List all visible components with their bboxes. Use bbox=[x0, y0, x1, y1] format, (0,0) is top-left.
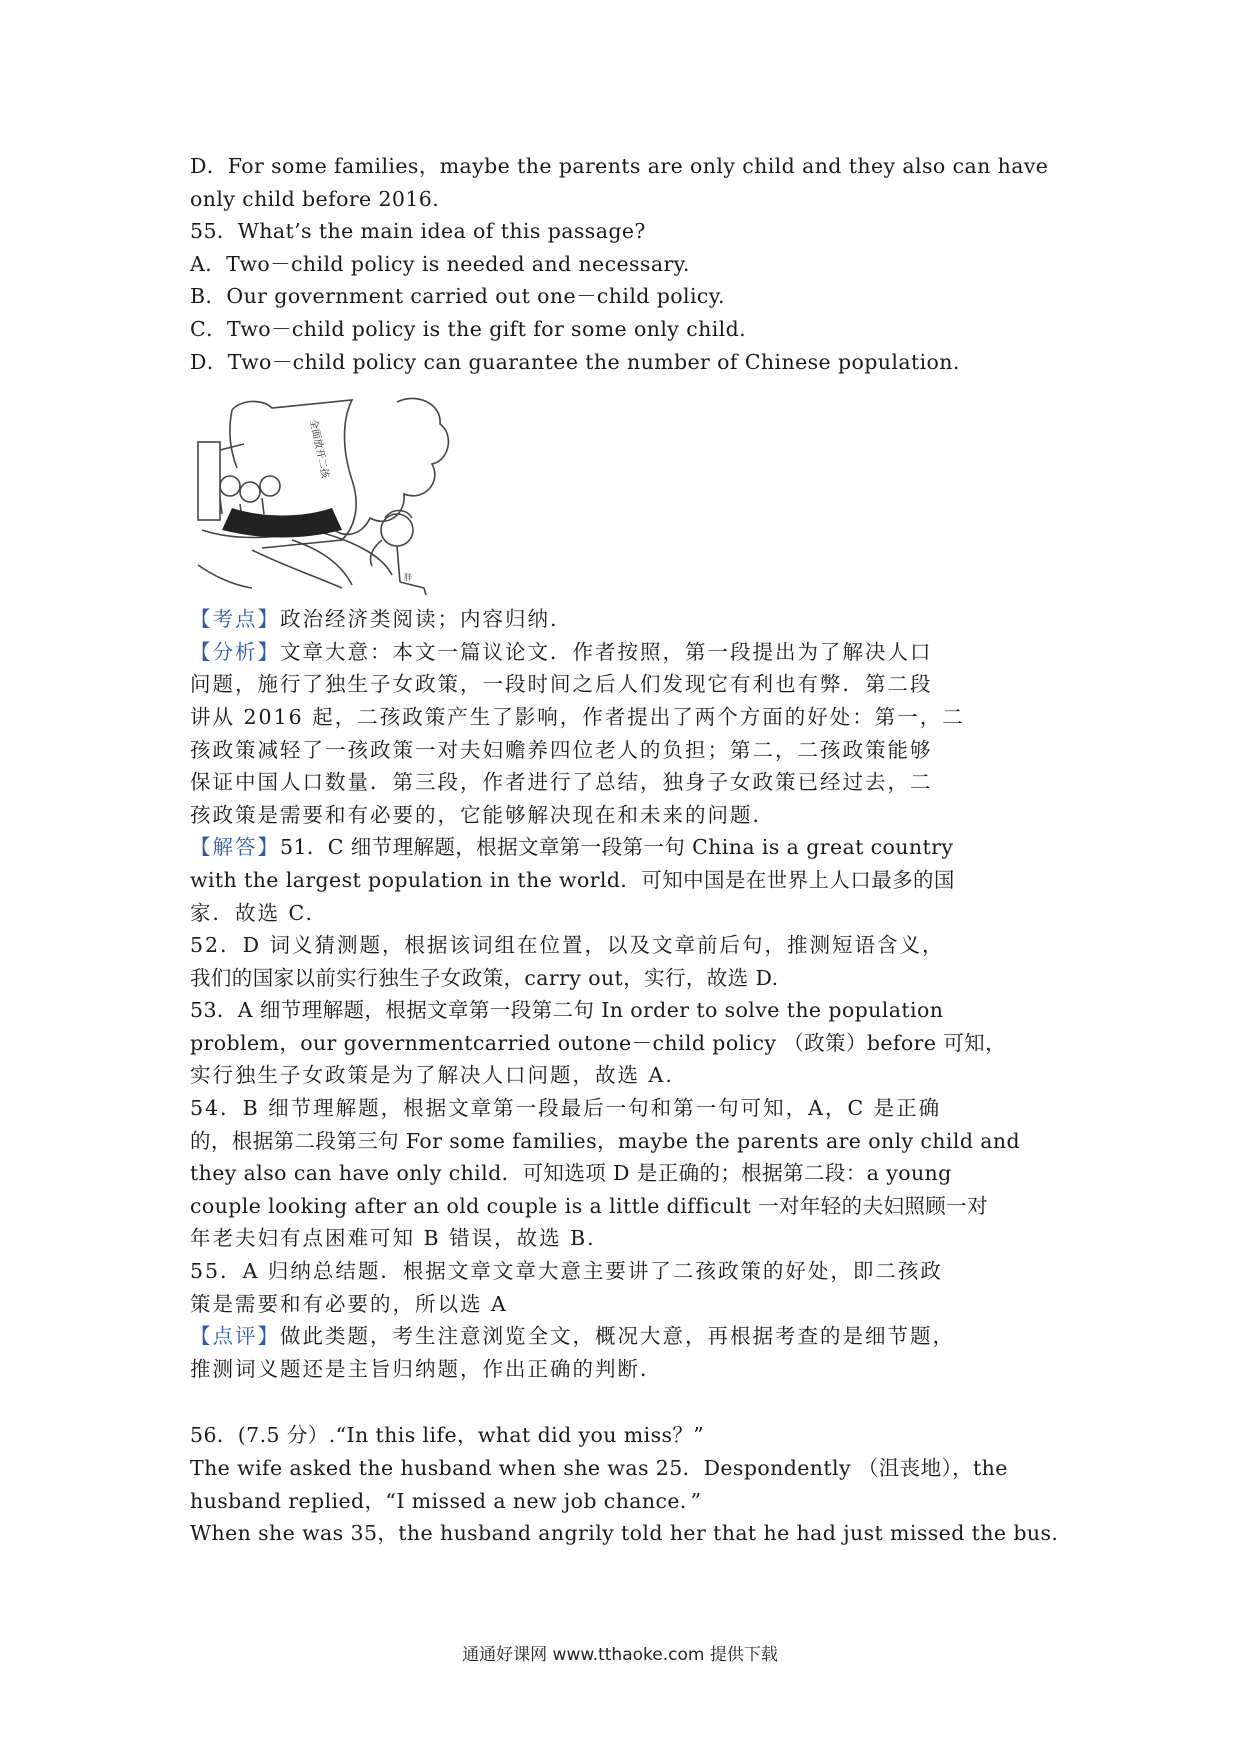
dianping-text: 做此类题，考生注意浏览全文，概况大意，再根据考查的是细节题， bbox=[280, 1324, 955, 1349]
text-line: 实行独生子女政策是为了解决人口问题，故选 A. bbox=[190, 1063, 674, 1088]
page-content bbox=[190, 150, 1070, 1550]
text-line: D．For some families，maybe the parents are only child and they also can have bbox=[190, 154, 1049, 178]
text-line: 55．A 归纳总结题．根据文章文章大意主要讲了二孩政策的好处，即二孩政 bbox=[190, 1259, 943, 1284]
text-line bbox=[190, 603, 1070, 636]
text-line: husband replied，“I missed a new job chance．” bbox=[190, 1488, 702, 1513]
page-footer: 通通好课网 www.tthaoke.com 提供下载 bbox=[462, 1645, 778, 1665]
text-line: 52．D 词义猜测题，根据该词组在位置，以及文章前后句，推测短语含义， bbox=[190, 933, 945, 958]
scroll-text: 全面放开二孩 bbox=[307, 418, 331, 480]
text-line: they also can have only child．可知选项 D 是正确的；根据第二段：a young bbox=[190, 1161, 952, 1186]
text-line: 年老夫妇有点困难可知 B 错误，故选 B. bbox=[190, 1226, 596, 1251]
question-stem: 55．What’s the main idea of this passage? bbox=[190, 219, 646, 244]
jieda-text: 51．C 细节理解题，根据文章第一段第一句 China is a great country bbox=[280, 835, 954, 860]
two-child-policy-cartoon bbox=[192, 390, 452, 595]
text-line: The wife asked the husband when she was 25．Despondently （沮丧地），the bbox=[190, 1456, 1008, 1480]
text-line: 我们的国家以前实行独生子女政策，carry out，实行，故选 D. bbox=[190, 965, 779, 990]
text-line: 孩政策减轻了一孩政策一对夫妇赡养四位老人的负担；第二，二孩政策能够 bbox=[190, 737, 933, 762]
jieda-section bbox=[190, 831, 1070, 1320]
text-line: When she was 35，the husband angrily told her that he had just missed the bus. bbox=[190, 1521, 1059, 1546]
text-line: 56．(7.5 分）.“In this life，what did you miss？” bbox=[190, 1423, 705, 1448]
text-line: 54．B 细节理解题，根据文章第一段最后一句和第一句可知，A，C 是正确 bbox=[190, 1096, 942, 1121]
text-line: 策是需要和有必要的，所以选 A bbox=[190, 1291, 508, 1316]
option-d: D．Two－child policy can guarantee the number of Chinese population. bbox=[190, 349, 960, 374]
question-56 bbox=[190, 1419, 1070, 1549]
jieda-tag: 【解答】 bbox=[190, 835, 280, 860]
text-line: 保证中国人口数量．第三段，作者进行了总结，独身子女政策已经过去，二 bbox=[190, 770, 933, 795]
question-54-option-d bbox=[190, 150, 1070, 215]
fenxi-tag: 【分析】 bbox=[190, 639, 280, 664]
text-line: 推测词义题还是主旨归纳题，作出正确的判断． bbox=[190, 1356, 663, 1381]
text-line: problem，our governmentcarried outone－child policy （政策）before 可知， bbox=[190, 1030, 1006, 1055]
text-line: couple looking after an old couple is a little difficult 一对年轻的夫妇照顾一对 bbox=[190, 1193, 988, 1218]
spacer bbox=[190, 1385, 1070, 1419]
fenxi-text: 文章大意：本文一篇议论文．作者按照，第一段提出为了解决人口 bbox=[280, 639, 933, 664]
text-line: 的，根据第二段第三句 For some families，maybe the parents are only child and bbox=[190, 1128, 1021, 1153]
text-line bbox=[190, 1320, 1070, 1353]
text-line: only child before 2016. bbox=[190, 186, 440, 211]
option-c: C．Two－child policy is the gift for some only child. bbox=[190, 316, 747, 341]
dianping-section bbox=[190, 1320, 1070, 1385]
kaodian-tag: 【考点】 bbox=[190, 607, 280, 632]
text-line: 孩政策是需要和有必要的，它能够解决现在和未来的问题． bbox=[190, 802, 775, 827]
text-line bbox=[190, 636, 1070, 669]
svg-text:胖: 胖 bbox=[404, 573, 412, 583]
text-line: 家．故选 C. bbox=[190, 900, 314, 925]
text-line: with the largest population in the world．可知中国是在世界上人口最多的国 bbox=[190, 867, 955, 892]
dianping-tag: 【点评】 bbox=[190, 1324, 280, 1349]
kaodian-text: 政治经济类阅读；内容归纳. bbox=[280, 607, 559, 632]
kaodian-section bbox=[190, 603, 1070, 636]
option-b: B．Our government carried out one－child policy. bbox=[190, 284, 725, 309]
text-line bbox=[190, 831, 1070, 864]
option-a: A．Two－child policy is needed and necessary. bbox=[190, 251, 690, 276]
text-line: 53．A 细节理解题，根据文章第一段第二句 In order to solve the population bbox=[190, 998, 944, 1023]
text-line: 问题，施行了独生子女政策，一段时间之后人们发现它有利也有弊．第二段 bbox=[190, 672, 933, 697]
fenxi-section bbox=[190, 636, 1070, 832]
text-line: 讲从 2016 起，二孩政策产生了影响，作者提出了两个方面的好处：第一，二 bbox=[190, 704, 965, 729]
question-55 bbox=[190, 215, 1070, 378]
